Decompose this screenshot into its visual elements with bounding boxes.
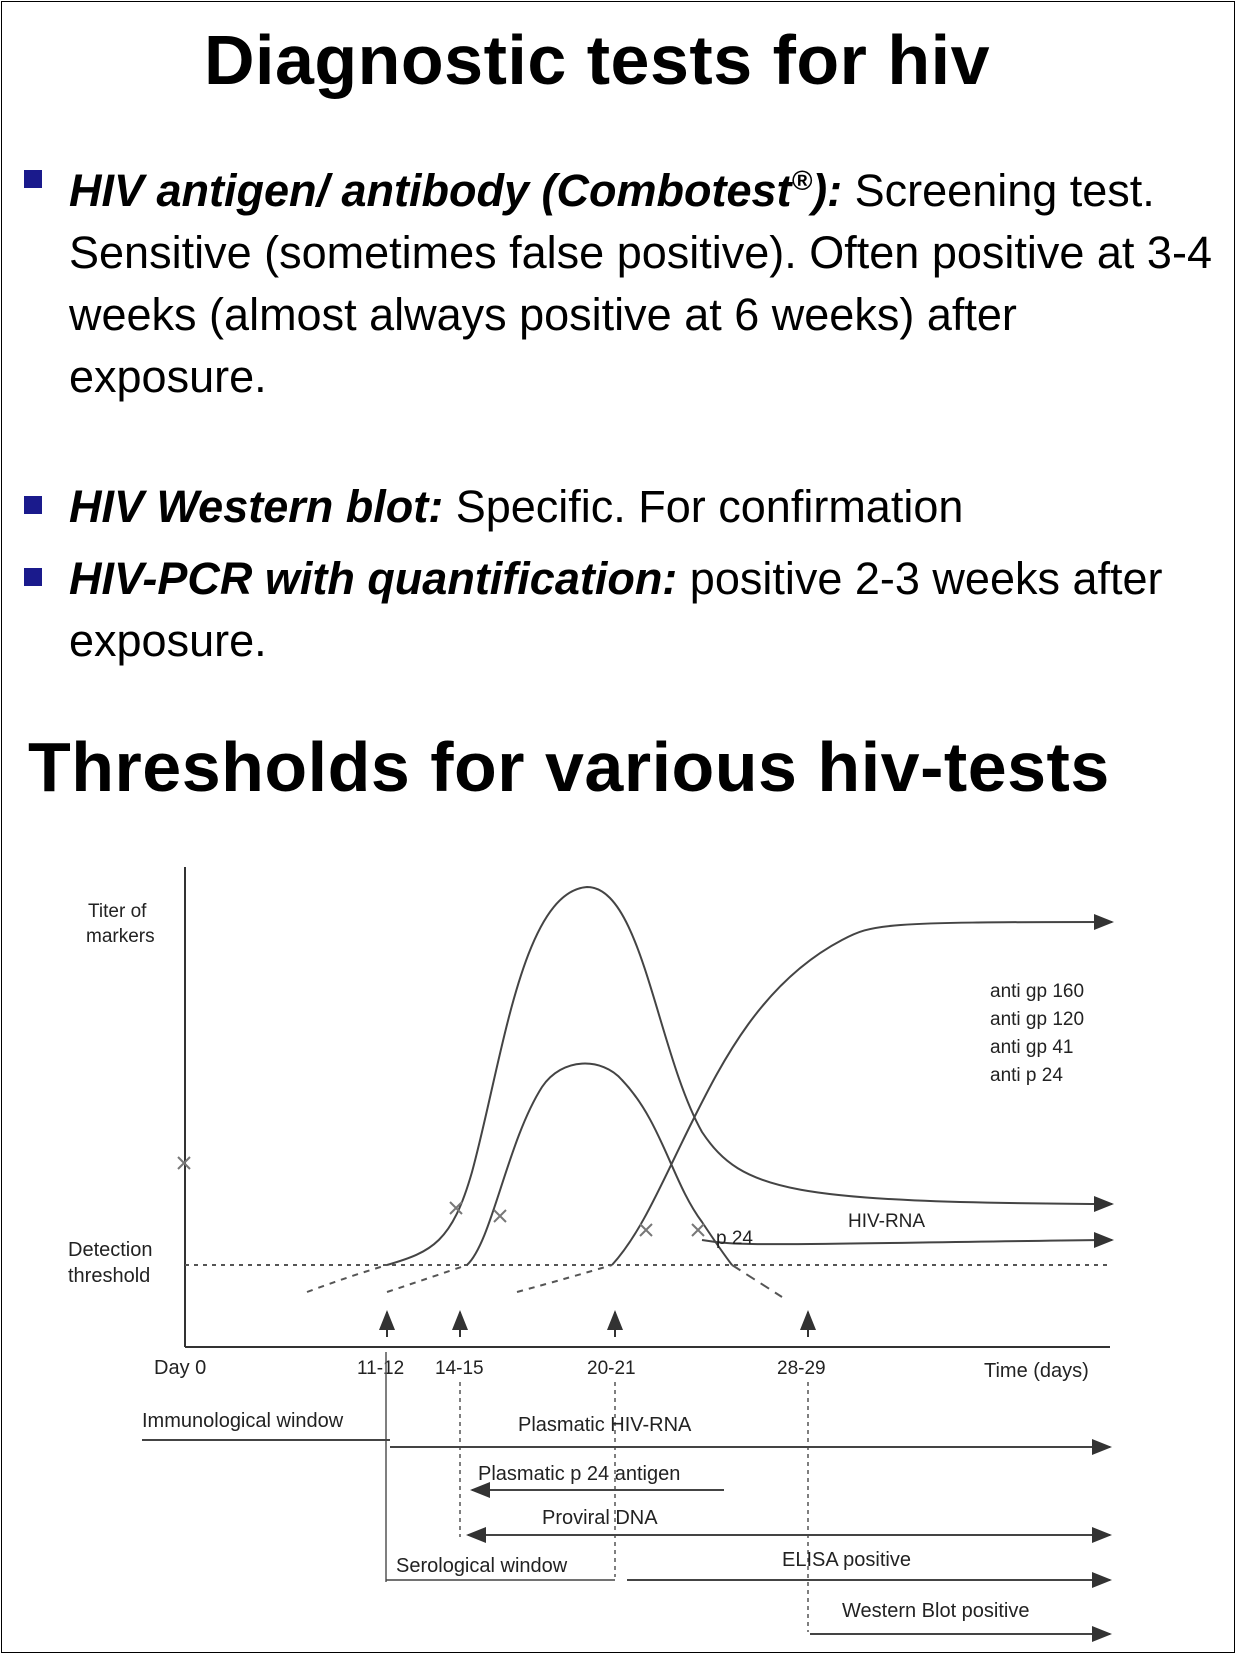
bullet-description: Screening test. Sensitive (sometimes false positive). Often positive at 3-4 weeks (almost always positive at 6 weeks) after exposure. (69, 165, 1212, 402)
section-title: Thresholds for various hiv-tests (28, 728, 1110, 806)
y-axis-label-line2: markers (86, 926, 155, 947)
registered-mark: ® (791, 165, 813, 196)
antibody-label: anti gp 41 (990, 1037, 1074, 1058)
tick-arrows (387, 1312, 808, 1337)
p24-curve-dashed-start (387, 1265, 467, 1292)
detection-label-line1: Detection (68, 1239, 153, 1261)
bullet-description: Specific. For confirmation (443, 481, 964, 532)
antibody-label: anti gp 120 (990, 1009, 1085, 1030)
plateau-curve (702, 1240, 1102, 1244)
bullet-label: HIV antigen/ antibody (Combotest (69, 165, 792, 216)
hiv-test-threshold-diagram (2, 822, 1234, 1652)
x-tick-label: 11-12 (357, 1358, 405, 1379)
hiv-rna-curve-dashed (307, 1265, 387, 1292)
bullet-text (69, 548, 1219, 672)
bullet-text (69, 150, 1219, 408)
bullet-text (69, 476, 1219, 538)
bullet-label-end: ): (812, 165, 843, 216)
x-axis-start-label: Day 0 (154, 1357, 207, 1379)
x-axis-label: Time (days) (984, 1360, 1089, 1382)
antibody-curve-dashed (517, 1265, 612, 1292)
antibody-label: anti gp 160 (990, 981, 1085, 1002)
intersection-markers (178, 1157, 704, 1236)
slide (1, 1, 1235, 1653)
bullet-square-icon (24, 568, 42, 586)
elisa-positive-label: ELISA positive (782, 1549, 911, 1571)
plasmatic-p24-label: Plasmatic p 24 antigen (478, 1463, 681, 1485)
detection-label-line2: threshold (68, 1265, 151, 1287)
x-tick-label: 20-21 (587, 1358, 636, 1379)
x-tick-label: 28-29 (777, 1358, 826, 1379)
western-blot-positive-label: Western Blot positive (842, 1600, 1030, 1622)
bullet-label: HIV-PCR with quantification: (69, 553, 678, 604)
plasmatic-hiv-rna-label: Plasmatic HIV-RNA (518, 1414, 692, 1436)
proviral-dna-label: Proviral DNA (542, 1507, 658, 1529)
hiv-rna-curve-label: HIV-RNA (848, 1211, 926, 1232)
serological-window-label: Serological window (396, 1555, 568, 1577)
p24-curve-dashed-end (732, 1265, 782, 1297)
p24-curve-label: p 24 (716, 1228, 753, 1249)
slide-title: Diagnostic tests for hiv (203, 21, 991, 99)
bullet-label: HIV Western blot: (69, 481, 444, 532)
immunological-window-label: Immunological window (142, 1410, 344, 1432)
y-axis-label-line1: Titer of (88, 901, 147, 922)
bullet-square-icon (24, 170, 42, 188)
bullet-square-icon (24, 496, 42, 514)
x-tick-label: 14-15 (435, 1358, 484, 1379)
bullet-description: positive 2-3 weeks after exposure. (69, 553, 1163, 666)
antibody-label: anti p 24 (990, 1065, 1063, 1086)
